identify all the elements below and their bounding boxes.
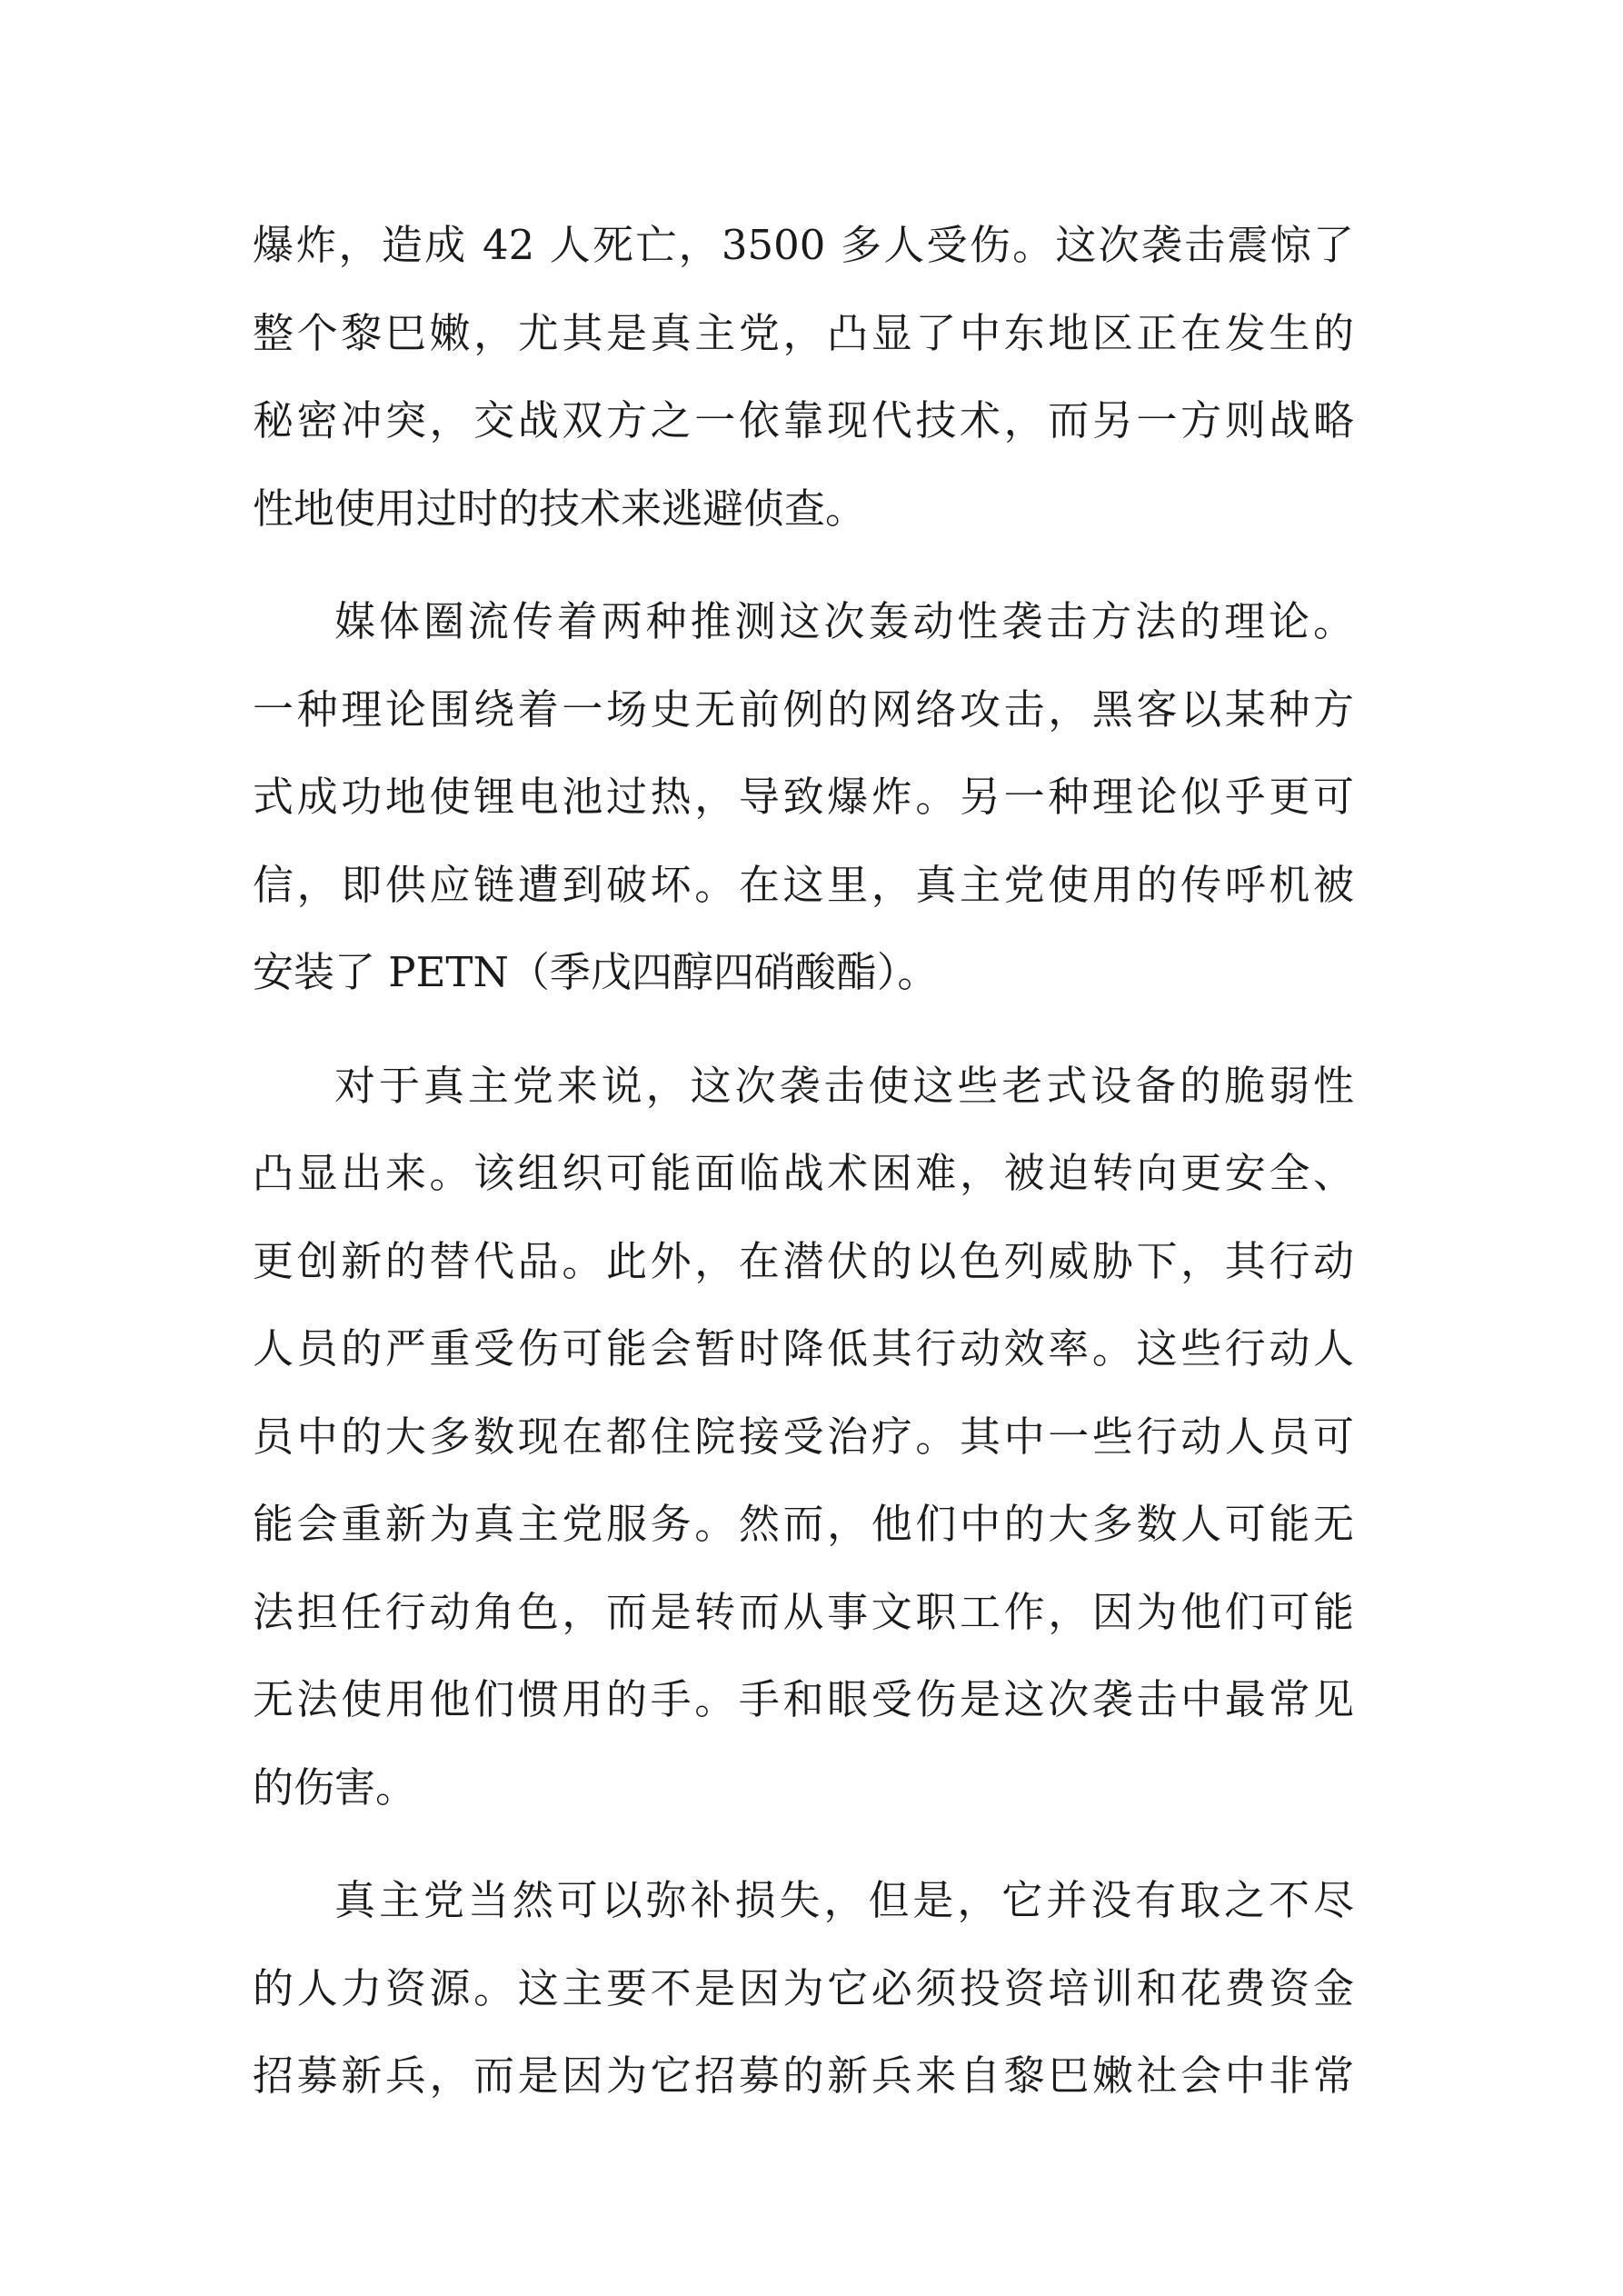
paragraph-1 — [253, 202, 1354, 553]
text-line: 一种理论围绕着一场史无前例的网络攻击，黑客以某种方 — [253, 684, 1354, 734]
text-line: 信，即供应链遭到破坏。在这里，真主党使用的传呼机被 — [253, 860, 1354, 909]
text-line: 能会重新为真主党服务。然而，他们中的大多数人可能无 — [253, 1500, 1354, 1548]
text-line: 的人力资源。这主要不是因为它必须投资培训和花费资金 — [253, 1963, 1354, 2012]
body-text — [253, 202, 1354, 2121]
text-line: 人员的严重受伤可能会暂时降低其行动效率。这些行动人 — [253, 1324, 1354, 1373]
text-line: 爆炸，造成 42 人死亡，3500 多人受伤。这次袭击震惊了 — [253, 221, 1354, 269]
text-line: 整个黎巴嫩，尤其是真主党，凸显了中东地区正在发生的 — [253, 308, 1354, 357]
paragraph-2 — [253, 578, 1354, 1017]
text-line: 更创新的替代品。此外，在潜伏的以色列威胁下，其行动 — [253, 1236, 1354, 1285]
text-line: 媒体圈流传着两种推测这次轰动性袭击方法的理论。 — [334, 597, 1354, 645]
text-line: 凸显出来。该组织可能面临战术困难，被迫转向更安全、 — [253, 1149, 1354, 1197]
text-line: 秘密冲突，交战双方之一依靠现代技术，而另一方则战略 — [253, 396, 1354, 444]
text-line: 对于真主党来说，这次袭击使这些老式设备的脆弱性 — [334, 1061, 1354, 1110]
paragraph-4 — [253, 1857, 1354, 2121]
text-line: 法担任行动角色，而是转而从事文职工作，因为他们可能 — [253, 1587, 1354, 1636]
text-line: 招募新兵，而是因为它招募的新兵来自黎巴嫩社会中非常 — [253, 2051, 1354, 2100]
text-line: 式成功地使锂电池过热，导致爆炸。另一种理论似乎更可 — [253, 773, 1354, 821]
text-line: 安装了 PETN（季戊四醇四硝酸酯）。 — [253, 948, 939, 996]
text-line: 真主党当然可以弥补损失，但是，它并没有取之不尽 — [334, 1876, 1354, 1924]
paragraph-3 — [253, 1043, 1354, 1832]
text-line: 无法使用他们惯用的手。手和眼受伤是这次袭击中最常见 — [253, 1675, 1354, 1723]
text-line: 的伤害。 — [253, 1762, 417, 1812]
text-line: 性地使用过时的技术来逃避侦查。 — [253, 484, 867, 533]
text-line: 员中的大多数现在都住院接受治疗。其中一些行动人员可 — [253, 1412, 1354, 1461]
